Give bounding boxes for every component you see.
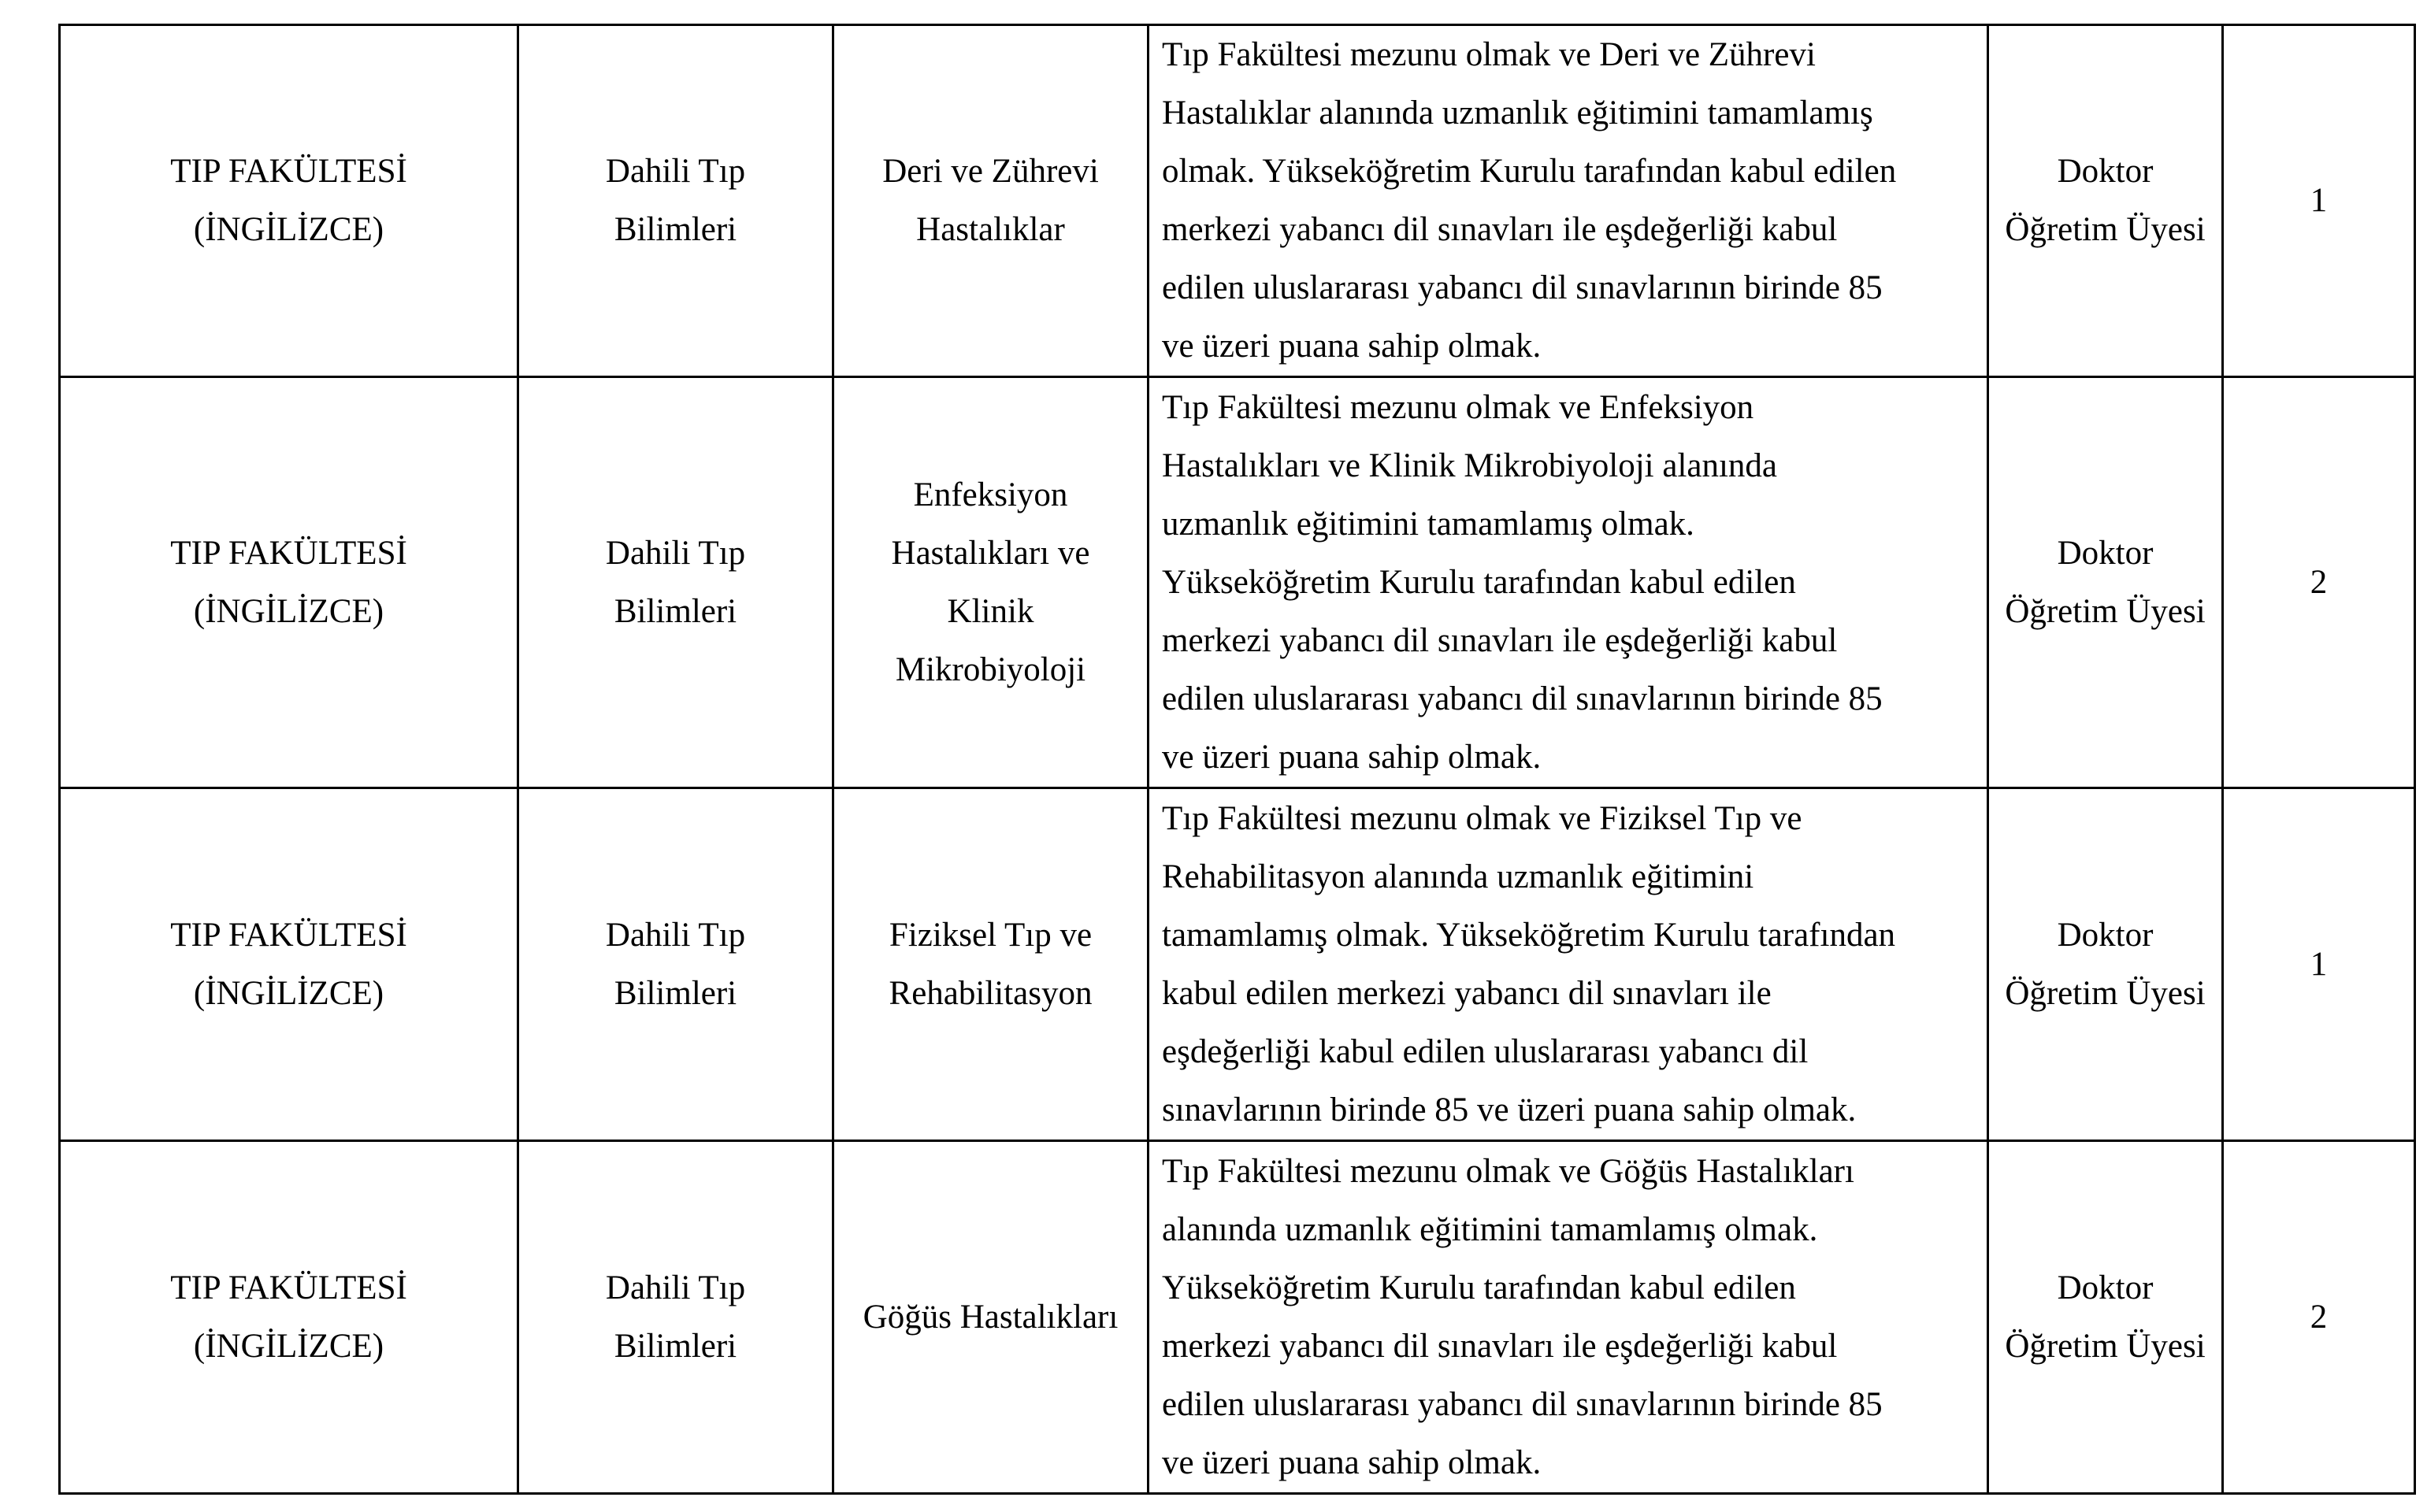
requirements-line: edilen uluslararası yabancı dil sınavlarının birinde 85 <box>1162 680 1883 717</box>
positions-table <box>58 24 2416 1495</box>
department-line: Bilimleri <box>614 211 737 248</box>
title-cell <box>1988 788 2223 1141</box>
discipline-line: Klinik <box>947 592 1034 630</box>
title-cell <box>1988 1141 2223 1494</box>
title-line: Doktor <box>2057 916 2154 954</box>
discipline-cell <box>833 25 1149 377</box>
faculty-cell <box>60 788 518 1141</box>
requirements-line: Hastalıklar alanında uzmanlık eğitimini tamamlamış <box>1162 94 1873 132</box>
requirements-line: Hastalıkları ve Klinik Mikrobiyoloji alanında <box>1162 447 1778 484</box>
table-row <box>60 1141 2415 1494</box>
discipline-line: Fiziksel Tıp ve <box>889 916 1093 954</box>
requirements-line: Tıp Fakültesi mezunu olmak ve Göğüs Hastalıkları <box>1162 1152 1854 1190</box>
requirements-line: Yükseköğretim Kurulu tarafından kabul edilen <box>1162 1269 1796 1306</box>
faculty-line: (İNGİLİZCE) <box>193 974 384 1012</box>
discipline-cell <box>833 377 1149 788</box>
discipline-line: Enfeksiyon <box>913 476 1068 513</box>
faculty-line: TIP FAKÜLTESİ <box>170 153 407 190</box>
requirements-line: edilen uluslararası yabancı dil sınavlarının birinde 85 <box>1162 269 1883 306</box>
requirements-line: Tıp Fakültesi mezunu olmak ve Enfeksiyon <box>1162 388 1754 426</box>
requirements-line: olmak. Yükseköğretim Kurulu tarafından kabul edilen <box>1162 153 1897 190</box>
department-line: Dahili Tıp <box>605 916 746 954</box>
requirements-line: merkezi yabancı dil sınavları ile eşdeğerliği kabul <box>1162 1327 1838 1365</box>
title-line: Doktor <box>2057 1269 2154 1306</box>
title-cell <box>1988 377 2223 788</box>
requirements-cell <box>1149 788 1988 1141</box>
title-line: Öğretim Üyesi <box>2005 592 2206 630</box>
faculty-line: TIP FAKÜLTESİ <box>170 534 407 572</box>
title-line: Doktor <box>2057 534 2154 572</box>
faculty-cell <box>60 377 518 788</box>
title-line: Öğretim Üyesi <box>2005 974 2206 1012</box>
table-row <box>60 788 2415 1141</box>
requirements-line: Tıp Fakültesi mezunu olmak ve Deri ve Zührevi <box>1162 36 1816 73</box>
requirements-line: ve üzeri puana sahip olmak. <box>1162 328 1542 365</box>
faculty-line: (İNGİLİZCE) <box>193 592 384 630</box>
faculty-line: TIP FAKÜLTESİ <box>170 916 407 954</box>
count-cell: 1 <box>2223 25 2415 377</box>
faculty-line: (İNGİLİZCE) <box>193 211 384 248</box>
department-line: Dahili Tıp <box>605 153 746 190</box>
requirements-cell <box>1149 377 1988 788</box>
department-cell <box>518 788 833 1141</box>
discipline-cell <box>833 788 1149 1141</box>
department-cell <box>518 25 833 377</box>
department-cell <box>518 1141 833 1494</box>
requirements-line: alanında uzmanlık eğitimini tamamlamış olmak. <box>1162 1210 1818 1248</box>
department-line: Bilimleri <box>614 1327 737 1365</box>
faculty-line: (İNGİLİZCE) <box>193 1327 384 1365</box>
requirements-line: kabul edilen merkezi yabancı dil sınavları ile <box>1162 974 1772 1012</box>
title-line: Öğretim Üyesi <box>2005 211 2206 248</box>
requirements-line: merkezi yabancı dil sınavları ile eşdeğerliği kabul <box>1162 211 1838 248</box>
faculty-cell <box>60 1141 518 1494</box>
requirements-line: Yükseköğretim Kurulu tarafından kabul edilen <box>1162 563 1796 601</box>
department-line: Dahili Tıp <box>605 1269 746 1306</box>
requirements-line: Rehabilitasyon alanında uzmanlık eğitimini <box>1162 858 1754 895</box>
table-row <box>60 25 2415 377</box>
faculty-cell <box>60 25 518 377</box>
count-cell: 2 <box>2223 1141 2415 1494</box>
requirements-line: merkezi yabancı dil sınavları ile eşdeğerliği kabul <box>1162 621 1838 659</box>
department-line: Dahili Tıp <box>605 534 746 572</box>
requirements-cell <box>1149 1141 1988 1494</box>
title-line: Öğretim Üyesi <box>2005 1327 2206 1365</box>
department-line: Bilimleri <box>614 592 737 630</box>
table-row <box>60 377 2415 788</box>
requirements-line: edilen uluslararası yabancı dil sınavlarının birinde 85 <box>1162 1385 1883 1423</box>
requirements-line: ve üzeri puana sahip olmak. <box>1162 738 1542 776</box>
requirements-line: Tıp Fakültesi mezunu olmak ve Fiziksel Tıp ve <box>1162 799 1802 837</box>
title-line: Doktor <box>2057 153 2154 190</box>
count-cell: 2 <box>2223 377 2415 788</box>
requirements-line: uzmanlık eğitimini tamamlamış olmak. <box>1162 505 1694 543</box>
faculty-line: TIP FAKÜLTESİ <box>170 1269 407 1306</box>
requirements-line: tamamlamış olmak. Yükseköğretim Kurulu tarafından <box>1162 916 1896 954</box>
discipline-line: Göğüs Hastalıkları <box>863 1298 1119 1336</box>
requirements-line: sınavlarının birinde 85 ve üzeri puana sahip olmak. <box>1162 1091 1857 1128</box>
discipline-line: Deri ve Zührevi <box>882 153 1099 190</box>
discipline-line: Hastalıklar <box>916 211 1065 248</box>
department-cell <box>518 377 833 788</box>
discipline-line: Mikrobiyoloji <box>895 650 1086 688</box>
count-cell: 1 <box>2223 788 2415 1141</box>
department-line: Bilimleri <box>614 974 737 1012</box>
requirements-cell <box>1149 25 1988 377</box>
requirements-line: eşdeğerliği kabul edilen uluslararası yabancı dil <box>1162 1032 1809 1070</box>
discipline-line: Hastalıkları ve <box>891 534 1090 572</box>
discipline-cell <box>833 1141 1149 1494</box>
requirements-line: ve üzeri puana sahip olmak. <box>1162 1443 1542 1481</box>
title-cell <box>1988 25 2223 377</box>
discipline-line: Rehabilitasyon <box>889 974 1093 1012</box>
